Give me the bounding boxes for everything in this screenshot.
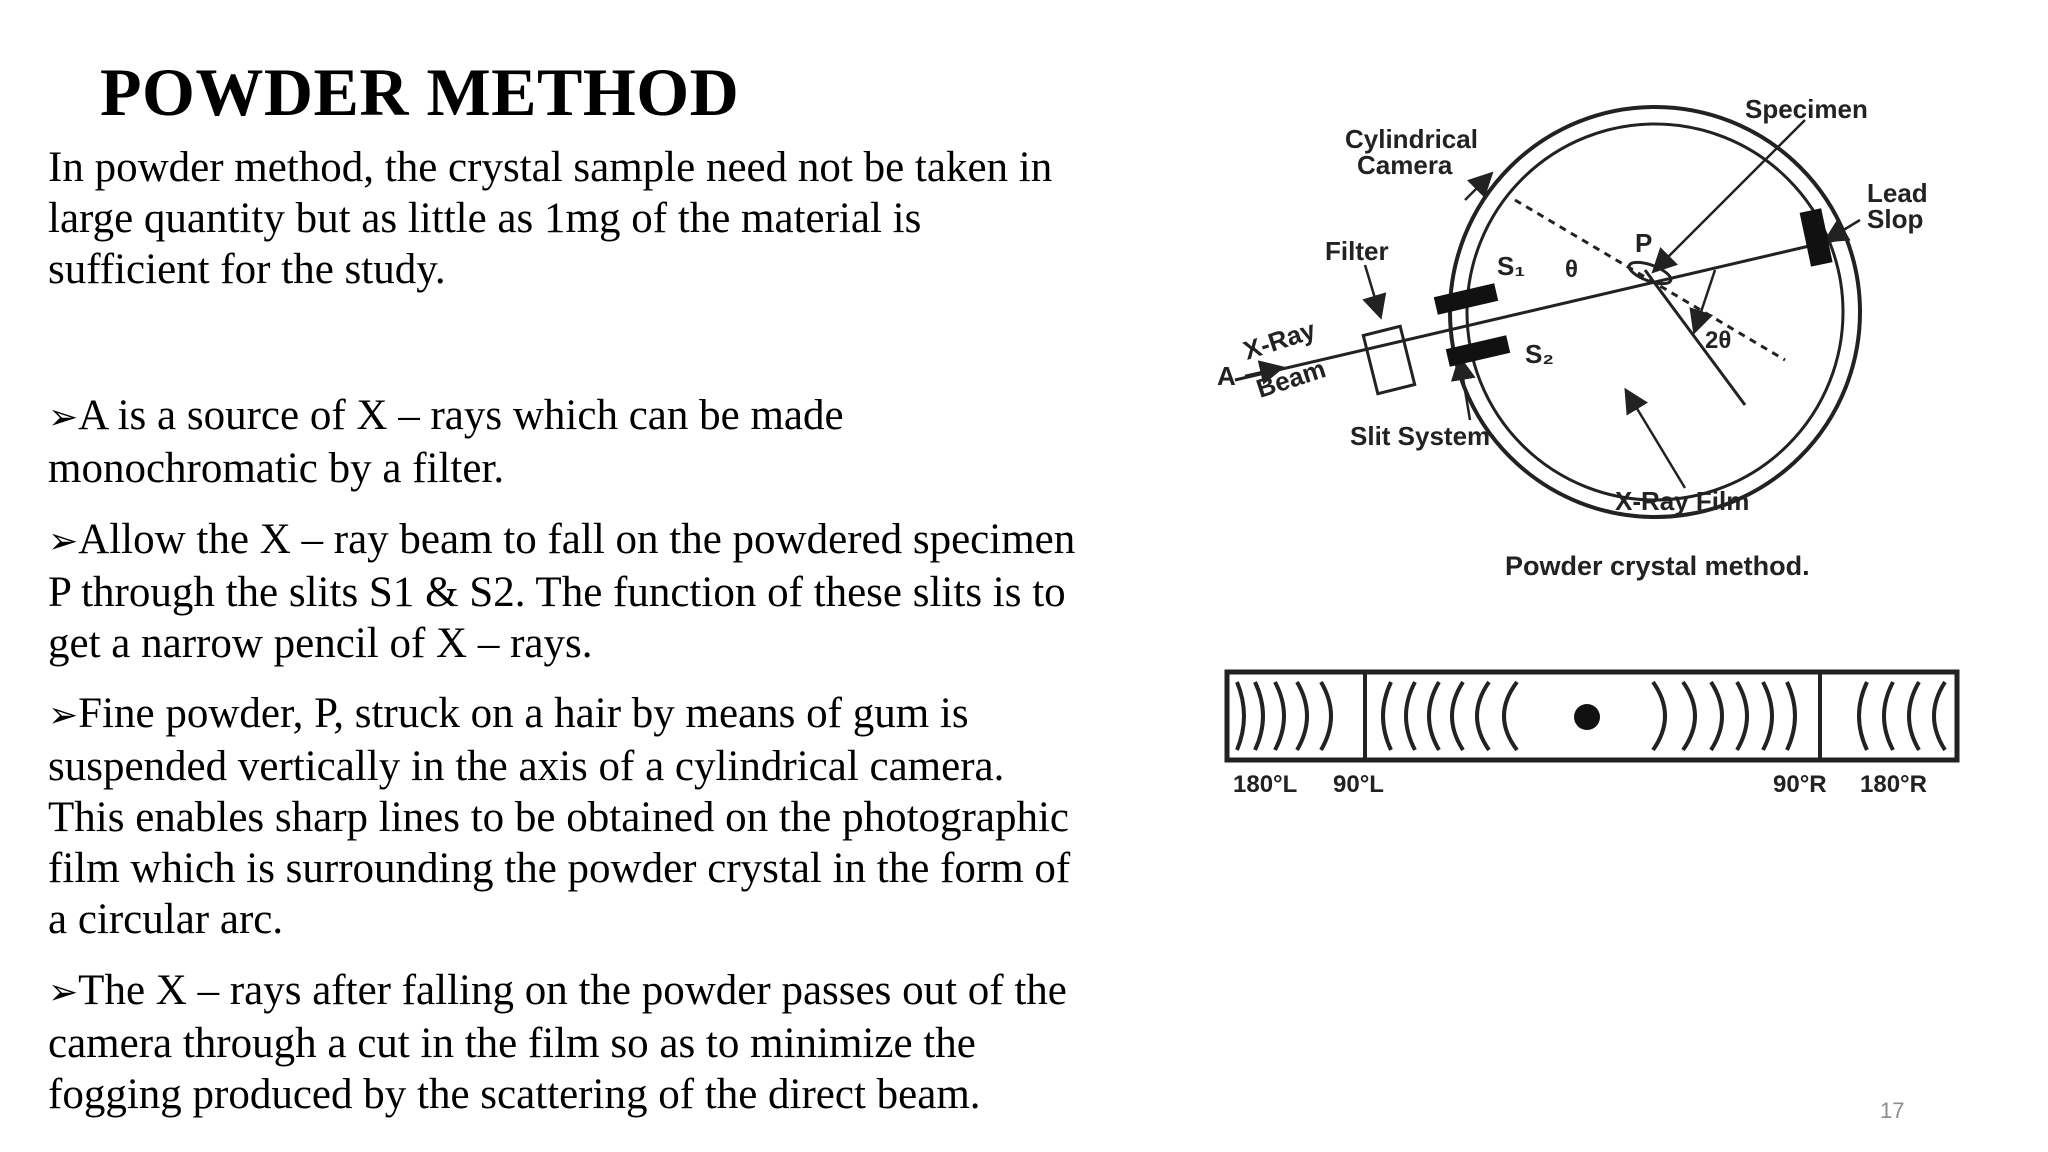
filter-arrow <box>1365 265 1380 315</box>
slit-s2 <box>1446 335 1510 366</box>
label-cylindrical: Cylindrical <box>1345 124 1478 154</box>
page-number: 17 <box>1880 1098 1905 1123</box>
label-two-theta: 2θ <box>1705 327 1732 354</box>
bullet-slits <box>48 514 1198 669</box>
bullet-line: film which is surrounding the powder crystal in the form of <box>48 845 1071 892</box>
label-camera: Camera <box>1357 150 1453 180</box>
bullet-line <box>48 390 1198 443</box>
intro-paragraph <box>48 142 1198 295</box>
film-center-hole <box>1574 704 1600 730</box>
label-s1: S₁ <box>1497 251 1526 281</box>
label-slit-system: Slit System <box>1350 421 1491 451</box>
label-beam: Beam <box>1252 353 1330 404</box>
bullet-arrow-icon: ➢ <box>48 972 79 1013</box>
slit-arrow <box>1460 360 1470 420</box>
bullet-line: monochromatic by a filter. <box>48 445 505 492</box>
film-label-90l: 90°L <box>1333 771 1384 798</box>
bullet-line <box>48 965 1198 1018</box>
bullet-line: This enables sharp lines to be obtained on the photographic <box>48 794 1069 841</box>
xray-film-strip <box>1215 660 1975 810</box>
film-label-180r: 180°R <box>1860 771 1927 798</box>
intro-line: sufficient for the study. <box>48 246 446 293</box>
label-filter: Filter <box>1325 236 1389 266</box>
label-xray: X-Ray <box>1239 314 1319 366</box>
bullet-line <box>48 688 1198 741</box>
label-theta: θ <box>1565 256 1578 283</box>
bullet-text: Fine powder, P, struck on a hair by means of gum is <box>78 690 969 737</box>
bullet-text: A is a source of X – rays which can be made <box>78 392 844 439</box>
filter-box <box>1363 326 1414 393</box>
bullet-arrow-icon: ➢ <box>48 397 79 438</box>
bullet-line <box>48 514 1198 567</box>
two-theta-arrow <box>1695 270 1715 330</box>
bullet-arrow-icon: ➢ <box>48 521 79 562</box>
bullet-source <box>48 390 1198 494</box>
lead-arrow <box>1827 220 1860 240</box>
intro-line: In powder method, the crystal sample need not be taken in <box>48 144 1053 191</box>
intro-line: large quantity but as little as 1mg of the material is <box>48 195 922 242</box>
bullet-line: camera through a cut in the film so as to minimize the <box>48 1020 976 1067</box>
label-xray-film: X-Ray Film <box>1615 486 1750 516</box>
bullet-line: P through the slits S1 & S2. The function of these slits is to <box>48 569 1066 616</box>
bullet-line: fogging produced by the scattering of the direct beam. <box>48 1071 981 1118</box>
bullet-powder <box>48 688 1198 945</box>
film-label-180l: 180°L <box>1233 771 1298 798</box>
bullet-text: Allow the X – ray beam to fall on the powdered specimen <box>78 516 1076 563</box>
label-lead: Lead <box>1867 178 1928 208</box>
bullet-line: get a narrow pencil of X – rays. <box>48 620 593 667</box>
label-specimen: Specimen <box>1745 94 1868 124</box>
label-p: P <box>1635 228 1653 258</box>
diagram-caption: Powder crystal method. <box>1505 551 1810 581</box>
powder-camera-diagram <box>1215 80 1975 600</box>
bullet-text: The X – rays after falling on the powder passes out of the <box>78 967 1067 1014</box>
label-s2: S₂ <box>1525 339 1554 369</box>
bullet-fogging <box>48 965 1198 1120</box>
label-slop: Slop <box>1867 204 1924 234</box>
bullet-arrow-icon: ➢ <box>48 695 79 736</box>
film-label-90r: 90°R <box>1773 771 1827 798</box>
camera-outer-ring <box>1450 107 1860 517</box>
bullet-line: suspended vertically in the axis of a cylindrical camera. <box>48 743 1005 790</box>
label-a: A <box>1217 361 1236 391</box>
film-arrow <box>1627 392 1685 488</box>
bullet-line: a circular arc. <box>48 896 284 943</box>
specimen-arrow <box>1655 120 1805 270</box>
slide-title: POWDER METHOD <box>100 54 740 130</box>
